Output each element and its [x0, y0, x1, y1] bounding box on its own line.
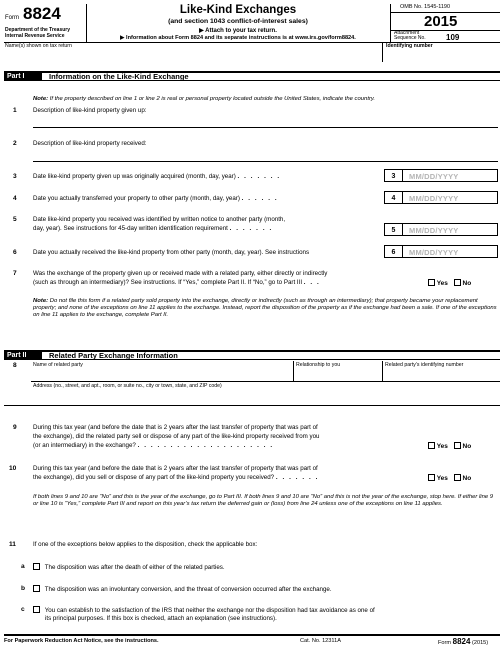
line10-no-label: No [462, 475, 472, 482]
line11c-label-1: You can establish to the satisfaction of the IRS that neither the exchange nor the disposition had tax avoidance as one of [44, 607, 375, 614]
line7-no-label: No [462, 280, 472, 287]
footer-form-id: Form 8824 (2015) [438, 637, 489, 646]
line11-label: If one of the exceptions below applies to the disposition, check the applicable box: [33, 541, 258, 548]
part1-title: Information on the Like-Kind Exchange [49, 72, 189, 81]
related-party-address-field[interactable] [31, 381, 500, 405]
line5-label-b: day, year). See instructions for 45-day written identification requirement . . . . . . . [33, 225, 273, 232]
form-label: Form [5, 15, 19, 21]
part1-note: Note: If the property described on line 1 or line 2 is real or personal property located outside the United States, indicate the country. [33, 96, 376, 102]
line11c-item [33, 606, 375, 615]
line11c-checkbox[interactable] [33, 606, 40, 613]
line6-date-input[interactable]: MM/DD/YYYY [402, 245, 498, 258]
line10-no-checkbox[interactable] [454, 474, 461, 481]
dept-line1: Department of the Treasury [5, 27, 71, 33]
line2-field[interactable] [33, 153, 498, 162]
line3-date-input[interactable]: MM/DD/YYYY [402, 169, 498, 182]
identifying-number-field[interactable] [382, 42, 500, 62]
line9-label-c: (or an intermediary) in the exchange? . . . . . . . . . . . . . . . . . . . . . [33, 442, 274, 449]
line9-label-a: During this tax year (and before the date that is 2 years after the last transfer of property that was part of [33, 424, 318, 431]
line9-label-b: the exchange), did the related party sell or dispose of any part of the like-kind property received from you [33, 433, 320, 440]
line10-label-a: During this tax year (and before the date that is 2 years after the last transfer of property that was part of [33, 465, 318, 472]
line11a-letter: a [21, 563, 25, 570]
omb-block [390, 4, 500, 42]
part2-header [4, 350, 500, 360]
form-number: 8824 [23, 4, 61, 23]
omb-number: OMB No. 1545-1190 [400, 4, 451, 10]
line11b-letter: b [21, 585, 26, 592]
line3-label: Date like-kind property given up was originally acquired (month, day, year) . . . . . . . [33, 173, 281, 180]
related-party-name-label: Name of related party [33, 362, 83, 368]
line7-yes-checkbox[interactable] [428, 279, 435, 286]
line11b-item [33, 585, 332, 594]
form-subtitle: (and section 1043 conflict-of-interest sales) [168, 17, 308, 25]
line4-number: 4 [13, 195, 17, 202]
line3-box-number: 3 [384, 169, 402, 182]
line7-label-a: Was the exchange of the property given up or received made with a related party, either directly or indirectly [33, 270, 328, 277]
part2-badge: Part II [4, 352, 42, 360]
line11b-label: The disposition was an involuntary conversion, and the threat of conversion occurred after the exchange. [44, 586, 332, 593]
related-party-id-field[interactable] [382, 361, 500, 381]
line1-number: 1 [13, 107, 17, 114]
line9-yes-label: Yes [436, 443, 448, 450]
tax-year: 2015 [424, 13, 458, 30]
part2-note: If both lines 9 and 10 are “No” and this is the year of the exchange, go to Part III. If both lines 9 and 10 are “No” and this is not the year of the exchange, stop here. If either line 9 or line 10 is “Yes,” complete Part III and report on this year’s tax return the deferred gain or (loss) from line 24 unless one of the exceptions on line 11 applies. [33, 494, 494, 508]
line9-number: 9 [13, 424, 17, 431]
line4-box-number: 4 [384, 191, 402, 204]
form-number-block [4, 4, 86, 40]
address-label: Address (no., street, and apt., room, or suite no., city or town, state, and ZIP code) [33, 383, 222, 389]
sequence-number: 109 [446, 33, 460, 42]
form-title: Like-Kind Exchanges [179, 4, 297, 16]
line9-answer [428, 442, 471, 451]
line10-yes-checkbox[interactable] [428, 474, 435, 481]
line4-date-input[interactable]: MM/DD/YYYY [402, 191, 498, 204]
attachment-label: Attachment [394, 30, 420, 36]
line7-yes-label: Yes [436, 280, 448, 287]
line11b-checkbox[interactable] [33, 585, 40, 592]
form-title-block [86, 4, 390, 42]
relationship-label: Relationship to you [296, 362, 341, 368]
line4-label: Date you actually transferred your property to other party (month, day, year) . . . . . . [33, 195, 279, 202]
part1-note2: Note: Do not file this form if a related party sold property into the exchange, directly or indirectly (such as through an intermediary); that property became your replacement property; and none of the exceptions on line 11 applies to the exchange. Instead, report the disposition of the property as if the exchange had been a sale. If one of the exceptions on line 11 applies to the exchange, complete Part II. [33, 298, 497, 319]
attach-line: ▶ Attach to your tax return. [199, 27, 277, 34]
line9-yes-checkbox[interactable] [428, 442, 435, 449]
relationship-field[interactable] [293, 361, 382, 381]
related-party-name-field[interactable] [31, 361, 293, 381]
line6-label: Date you actually received the like-kind property from other party (month, day, year). See instructions [33, 249, 310, 256]
info-line: ▶ Information about Form 8824 and its separate instructions is at www.irs.gov/form8824. [120, 34, 356, 41]
line9-no-checkbox[interactable] [454, 442, 461, 449]
line10-number: 10 [9, 465, 17, 472]
taxpayer-name-field[interactable] [4, 42, 382, 62]
line11c-label-2: its principal purposes. If this box is checked, attach an explanation (see instructions). [45, 615, 277, 622]
line5-label-a: Date like-kind property you received was identified by written notice to another party (month, [33, 216, 286, 223]
line5-number: 5 [13, 216, 17, 223]
line2-number: 2 [13, 140, 17, 147]
line10-label-b: the exchange), did you sell or dispose of any part of the like-kind property you received? . . . . . . . [33, 474, 319, 481]
line2-label: Description of like-kind property received: [33, 140, 147, 147]
line11a-label: The disposition was after the death of either of the related parties. [44, 564, 225, 571]
line7-answer [428, 279, 471, 288]
line1-field[interactable] [33, 119, 498, 128]
line7-number: 7 [13, 270, 17, 277]
line11-number: 11 [9, 541, 16, 548]
line5-box-number: 5 [384, 223, 402, 236]
dept-line2: Internal Revenue Service [5, 33, 65, 39]
line9-no-label: No [462, 443, 472, 450]
line8-number: 8 [13, 362, 17, 369]
sequence-label: Sequence No. [394, 35, 426, 41]
catalog-number: Cat. No. 12311A [300, 638, 341, 644]
line6-number: 6 [13, 249, 17, 256]
paperwork-notice: For Paperwork Reduction Act Notice, see the instructions. [4, 638, 159, 644]
line1-label: Description of like-kind property given up: [33, 107, 147, 114]
line7-label-b: (such as through an intermediary)? See instructions. If “Yes,” complete Part II. If “No,” go to Part III . . . [33, 279, 321, 286]
line3-number: 3 [13, 173, 17, 180]
line11a-checkbox[interactable] [33, 563, 40, 570]
line10-yes-label: Yes [436, 475, 448, 482]
part1-badge: Part I [4, 73, 42, 81]
id-label: Identifying number [386, 43, 433, 49]
part1-header [4, 71, 500, 81]
line7-no-checkbox[interactable] [454, 279, 461, 286]
related-party-id-label: Related party’s identifying number [385, 362, 464, 368]
line11a-item [33, 563, 225, 572]
line10-answer [428, 474, 471, 483]
part2-title: Related Party Exchange Information [49, 351, 178, 360]
line5-date-input[interactable]: MM/DD/YYYY [402, 223, 498, 236]
line11c-letter: c [21, 606, 25, 613]
names-label: Name(s) shown on tax return [5, 43, 72, 49]
line6-box-number: 6 [384, 245, 402, 258]
